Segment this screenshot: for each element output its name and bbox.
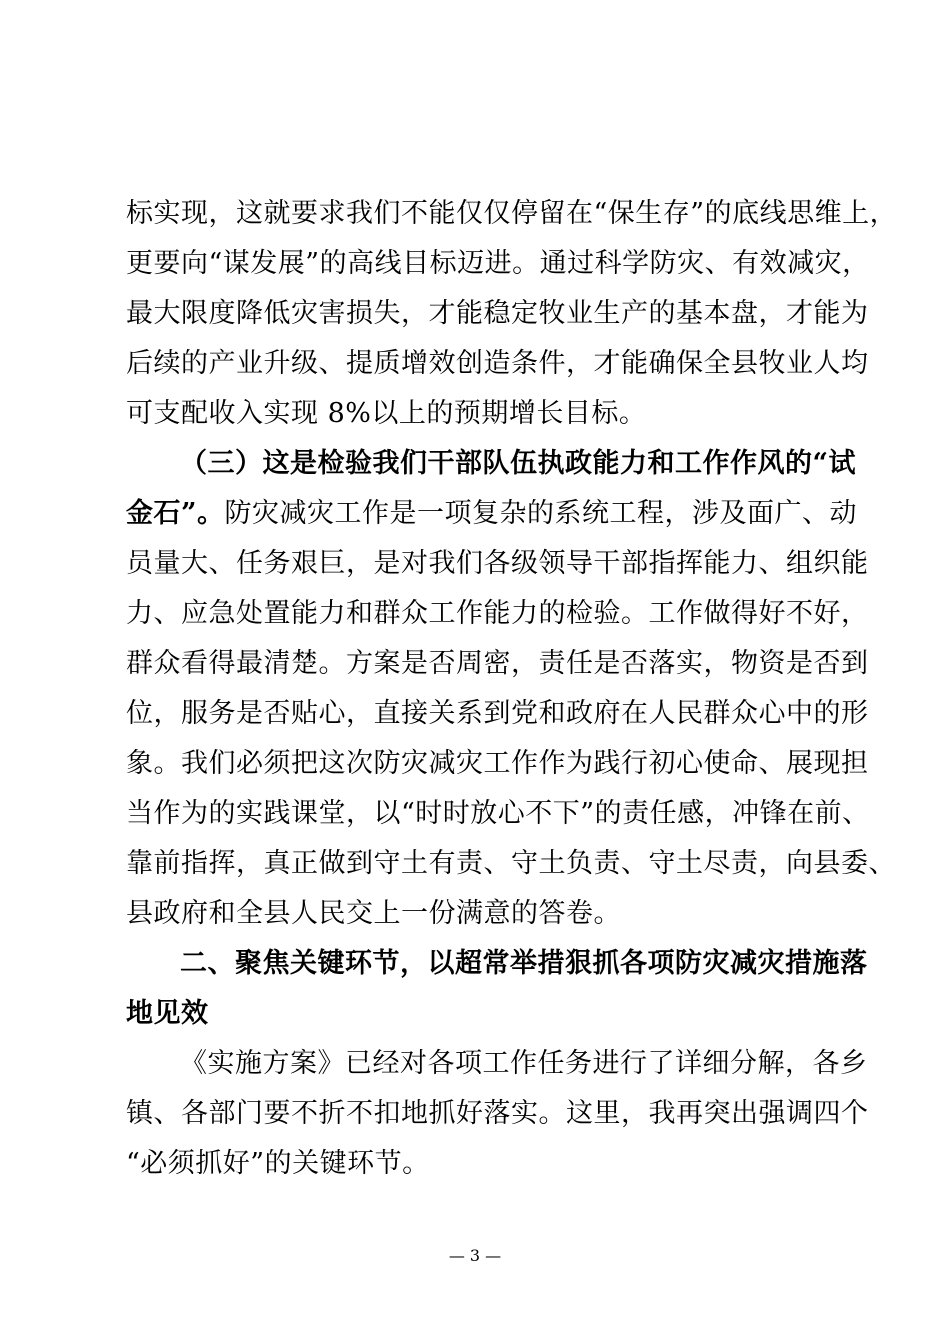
paragraph-line: 县政府和全县人民交上一份满意的答卷。 [126,898,621,929]
paragraph-line: 镇、各部门要不折不扣地抓好落实。这里，我再突出强调四个 [126,1098,869,1129]
paragraph-line: 《实施方案》已经对各项工作任务进行了详细分解，各乡 [180,1048,868,1079]
page-number: — 3 — [448,1246,502,1265]
paragraph-line: 力、应急处置能力和群众工作能力的检验。工作做得好不好， [126,598,869,629]
section-two-heading-end: 地见效 [126,998,209,1029]
paragraph-line: “必须抓好”的关键环节。 [126,1148,430,1179]
paragraph-line: 最大限度降低灾害损失，才能稳定牧业生产的基本盘，才能为 [126,298,869,329]
paragraph-line: 员量大、任务艰巨，是对我们各级领导干部指挥能力、组织能 [126,548,869,579]
paragraph-line: 群众看得最清楚。方案是否周密，责任是否落实，物资是否到 [126,648,869,679]
paragraph-line: 象。我们必须把这次防灾减灾工作作为践行初心使命、展现担 [126,748,869,779]
paragraph-line: 位，服务是否贴心，直接关系到党和政府在人民群众心中的形 [126,698,869,729]
paragraph-line: 更要向“谋发展”的高线目标迈进。通过科学防灾、有效减灾， [126,248,870,279]
paragraph-line: 后续的产业升级、提质增效创造条件，才能确保全县牧业人均 [126,348,869,379]
paragraph-line: 可支配收入实现 8%以上的预期增长目标。 [126,398,647,429]
section-three-heading: （三）这是检验我们干部队伍执政能力和工作作风的“试 [180,448,857,479]
section-three-line [126,496,858,532]
section-two-heading: 二、聚焦关键环节，以超常举措狠抓各项防灾减灾措施落 [180,948,868,979]
section-three-text: 防灾减灾工作是一项复杂的系统工程，涉及面广、动 [224,498,858,529]
paragraph-line: 标实现，这就要求我们不能仅仅停留在“保生存”的底线思维上， [126,198,898,229]
paragraph-line: 当作为的实践课堂，以“时时放心不下”的责任感，冲锋在前、 [126,798,870,829]
paragraph-line: 靠前指挥，真正做到守土有责、守土负责、守土尽责，向县委、 [126,848,896,879]
section-three-heading-end: 金石”。 [126,498,225,529]
